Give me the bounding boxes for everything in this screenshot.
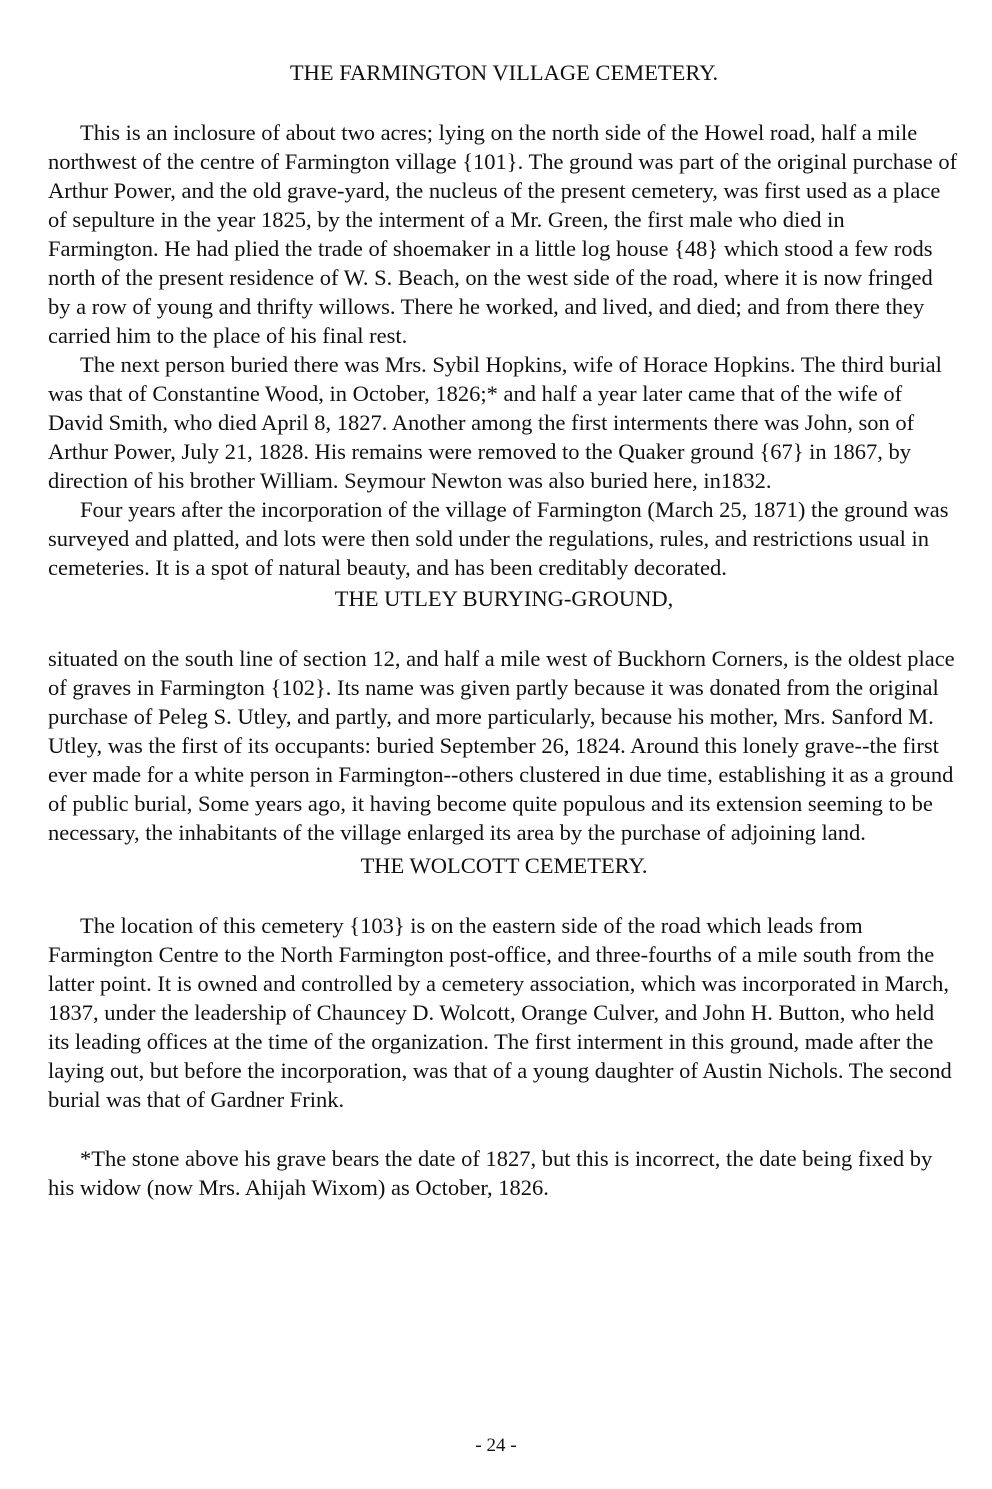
page-number: - 24 - bbox=[475, 1435, 517, 1456]
paragraph-farmington-3: Four years after the incorporation of the village of Farmington (March 25, 1871) the ground was surveyed and platted, and lots were then sold under the regulations, rules, and restrictions usual in cemeteries. It is a spot of natural beauty, and has been creditably decorated. bbox=[48, 497, 949, 580]
paragraph-farmington-1: This is an inclosure of about two acres; lying on the north side of the Howel road, half a mile northwest of the centre of Farmington village {101}. The ground was part of the original purchase of Arthur Power, and the old grave-yard, the nucleus of the present cemetery, was first used as a place of sepulture in the year 1825, by the interment of a Mr. Green, the first male who died in Farmington. He had plied the trade of shoemaker in a little log house {48} which stood a few rods north of the present residence of W. S. Beach, on the west side of the road, where it is now fringed by a row of young and thrifty willows. There he worked, and lived, and died; and from there they carried him to the place of his final rest. bbox=[48, 120, 958, 348]
paragraph-wolcott-1: The location of this cemetery {103} is on the eastern side of the road which leads from Farmington Centre to the North Farmington post-office, and three-fourths of a mile south from the latter point. It is owned and controlled by a cemetery association, which was incorporated in March, 1837, under the leadership of Chauncey D. Wolcott, Orange Culver, and John H. Button, who held its leading offices at the time of the organization. The first interment in this ground, made after the laying out, but before the incorporation, was that of a young daughter of Austin Nichols. The second burial was that of Gardner Frink. bbox=[48, 913, 952, 1112]
paragraph-farmington-2: The next person buried there was Mrs. Sybil Hopkins, wife of Horace Hopkins. The third burial was that of Constantine Wood, in October, 1826;* and half a year later came that of the wife of David Smith, who died April 8, 1827. Another among the first interments there was John, son of Arthur Power, July 21, 1828. His remains were removed to the Quaker ground {67} in 1867, by direction of his brother William. Seymour Newton was also buried here, in1832. bbox=[48, 352, 942, 493]
heading-wolcott-cemetery: THE WOLCOTT CEMETERY. bbox=[360, 853, 648, 878]
paragraph-utley-1: situated on the south line of section 12, and half a mile west of Buckhorn Corners, is the oldest place of graves in Farmington {102}. Its name was given partly because it was donated from the original purchase of Peleg S. Utley, and partly, and more particularly, because his mother, Mrs. Sanford M. Utley, was the first of its occupants: buried September 26, 1824. Around this lonely grave--the first ever made for a white person in Farmington--others clustered in due time, establishing it as a ground of public burial, Some years ago, it having become quite populous and its extension seeming to be necessary, the inhabitants of the village enlarged its area by the purchase of adjoining land. bbox=[48, 646, 955, 845]
heading-utley-burying-ground: THE UTLEY BURYING-GROUND, bbox=[334, 586, 674, 611]
heading-farmington-cemetery: THE FARMINGTON VILLAGE CEMETERY. bbox=[289, 60, 719, 85]
document-page bbox=[48, 58, 960, 1202]
footnote: *The stone above his grave bears the date of 1827, but this is incorrect, the date being fixed by his widow (now Mrs. Ahijah Wixom) as October, 1826. bbox=[48, 1146, 933, 1200]
